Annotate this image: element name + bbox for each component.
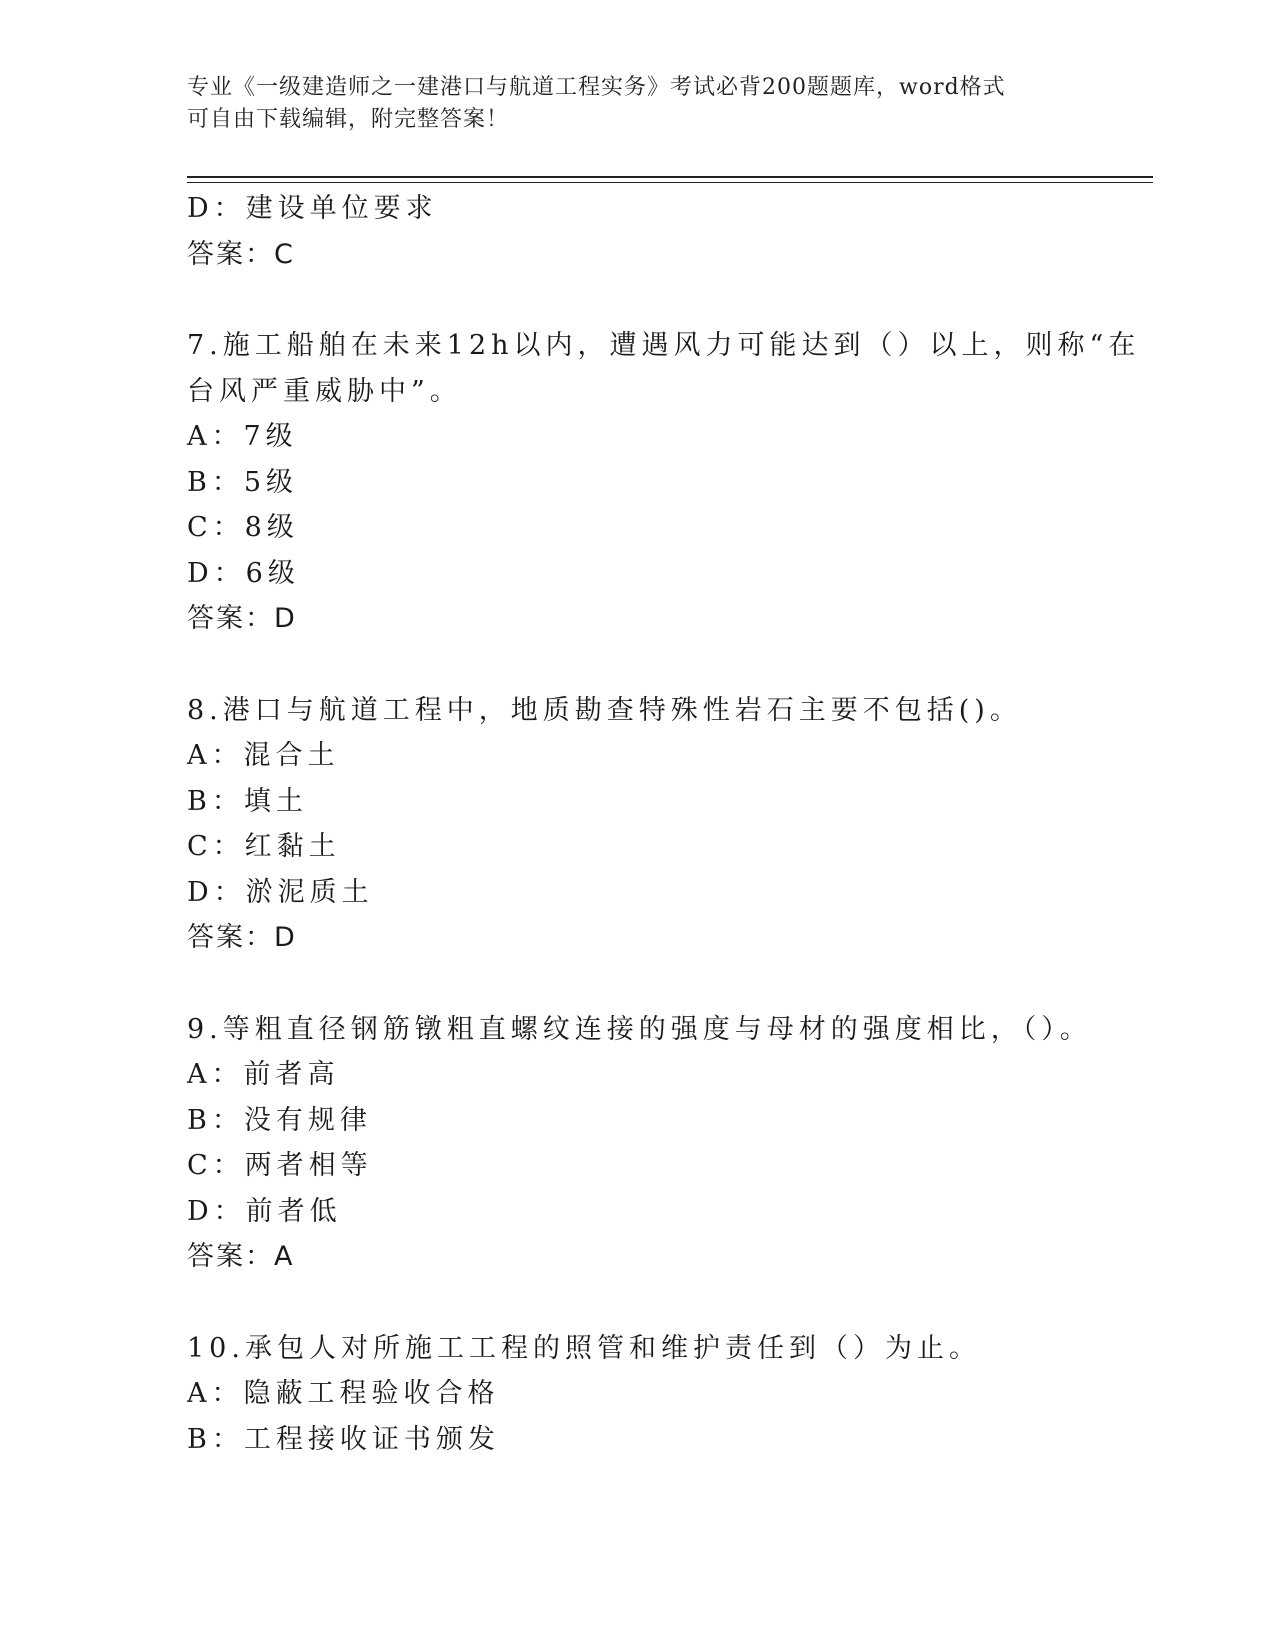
q8-option-b: B：填土 (187, 785, 308, 817)
q7-stem-line-1: 7.施工船舶在未来12h以内，遭遇风力可能达到（）以上，则称“在 (187, 330, 1141, 361)
q7-answer: 答案：D (187, 603, 297, 634)
q8-stem: 8.港口与航道工程中，地质勘查特殊性岩石主要不包括()。 (187, 694, 1022, 726)
question-spacer (187, 961, 1087, 1007)
header-line-1: 专业《一级建造师之一建港口与航道工程实务》考试必背200题题库，word格式 (187, 75, 1006, 100)
question-list (187, 186, 1141, 1462)
q8-option-c: C：红黏土 (187, 831, 341, 862)
document-header (187, 72, 1067, 136)
header-divider-thin (187, 182, 1153, 183)
q6-option-d: D：建设单位要求 (187, 193, 438, 224)
q7-option-a: A：7级 (187, 421, 298, 452)
q8-option-a: A：混合土 (187, 740, 340, 771)
q9-stem: 9.等粗直径钢筋镦粗直螺纹连接的强度与母材的强度相比，（）。 (187, 1013, 1092, 1045)
q8-option-d: D：淤泥质土 (187, 876, 374, 908)
q9-option-d: D：前者低 (187, 1195, 342, 1227)
q7-option-d: D：6级 (187, 557, 300, 589)
q7-stem-line-2: 台风严重威胁中”。 (187, 375, 462, 407)
q10-option-b: B：工程接收证书颁发 (187, 1423, 500, 1455)
question-spacer (187, 1280, 1087, 1326)
q10-stem: 10.承包人对所施工工程的照管和维护责任到（）为止。 (187, 1332, 981, 1364)
q7-option-b: B：5级 (187, 466, 299, 498)
header-line-2: 可自由下载编辑，附完整答案！ (187, 107, 510, 132)
q9-answer: 答案：A (187, 1241, 295, 1272)
question-spacer (187, 277, 1087, 323)
q10-option-a: A：隐蔽工程验收合格 (187, 1378, 500, 1409)
q9-option-c: C：两者相等 (187, 1150, 373, 1181)
q9-option-a: A：前者高 (187, 1059, 340, 1090)
question-spacer (187, 642, 1087, 688)
q8-answer: 答案：D (187, 922, 297, 953)
header-divider-thick (187, 176, 1153, 178)
q6-answer: 答案：C (187, 238, 295, 270)
q7-option-c: C：8级 (187, 512, 299, 543)
q9-option-b: B：没有规律 (187, 1104, 372, 1136)
